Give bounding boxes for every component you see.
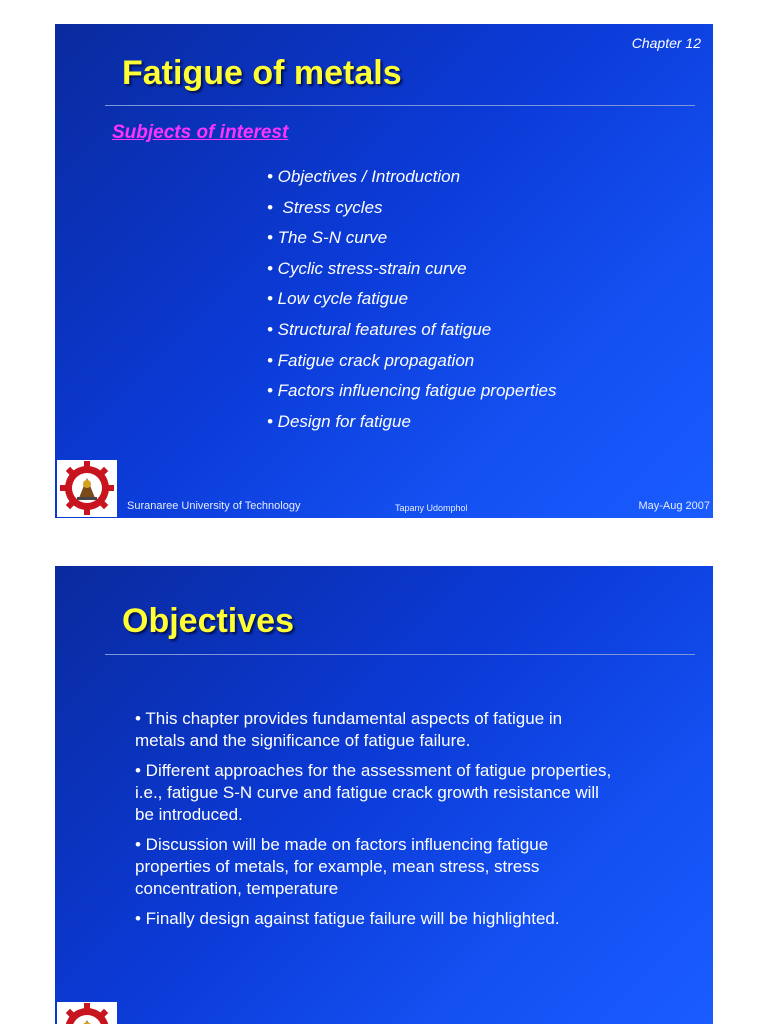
slide-2 — [55, 566, 713, 1024]
topics-list — [267, 165, 556, 440]
list-item: • Discussion will be made on factors influencing fatigue properties of metals, for example, mean stress, stress concentration, temperature — [135, 835, 549, 898]
slide-title: Fatigue of metals — [122, 54, 402, 92]
list-item: • Structural features of fatigue — [267, 319, 492, 339]
list-item: • The S-N curve — [267, 228, 388, 248]
slide-1 — [55, 24, 713, 518]
title-divider — [105, 105, 695, 106]
footer-university: Suranaree University of Technology — [127, 500, 301, 512]
list-item: • Objectives / Introduction — [267, 167, 461, 186]
chapter-label: Chapter 12 — [631, 35, 701, 51]
list-item: • Factors influencing fatigue properties — [267, 381, 557, 401]
subjects-heading: Subjects of interest — [112, 122, 289, 143]
list-item: • Fatigue crack propagation — [267, 350, 475, 370]
list-item: • Different approaches for the assessment of fatigue properties, i.e., fatigue S-N curve and fatigue crack growth resistance will be introduced. — [135, 761, 612, 824]
footer-date: May-Aug 2007 — [638, 500, 710, 512]
university-gear-logo-icon — [57, 460, 117, 517]
list-item: • Cyclic stress-strain curve — [267, 258, 467, 278]
objectives-list — [135, 708, 615, 938]
title-divider — [105, 654, 695, 655]
list-item: • Low cycle fatigue — [267, 289, 409, 309]
list-item: • Design for fatigue — [267, 411, 411, 431]
slide-title: Objectives — [122, 602, 294, 640]
list-item: • Stress cycles — [267, 197, 383, 217]
list-item: • This chapter provides fundamental aspects of fatigue in metals and the significance of fatigue failure. — [135, 709, 563, 750]
university-gear-logo-icon — [57, 1002, 117, 1024]
footer-author: Tapany Udomphol — [395, 503, 468, 513]
list-item: • Finally design against fatigue failure will be highlighted. — [135, 909, 560, 928]
